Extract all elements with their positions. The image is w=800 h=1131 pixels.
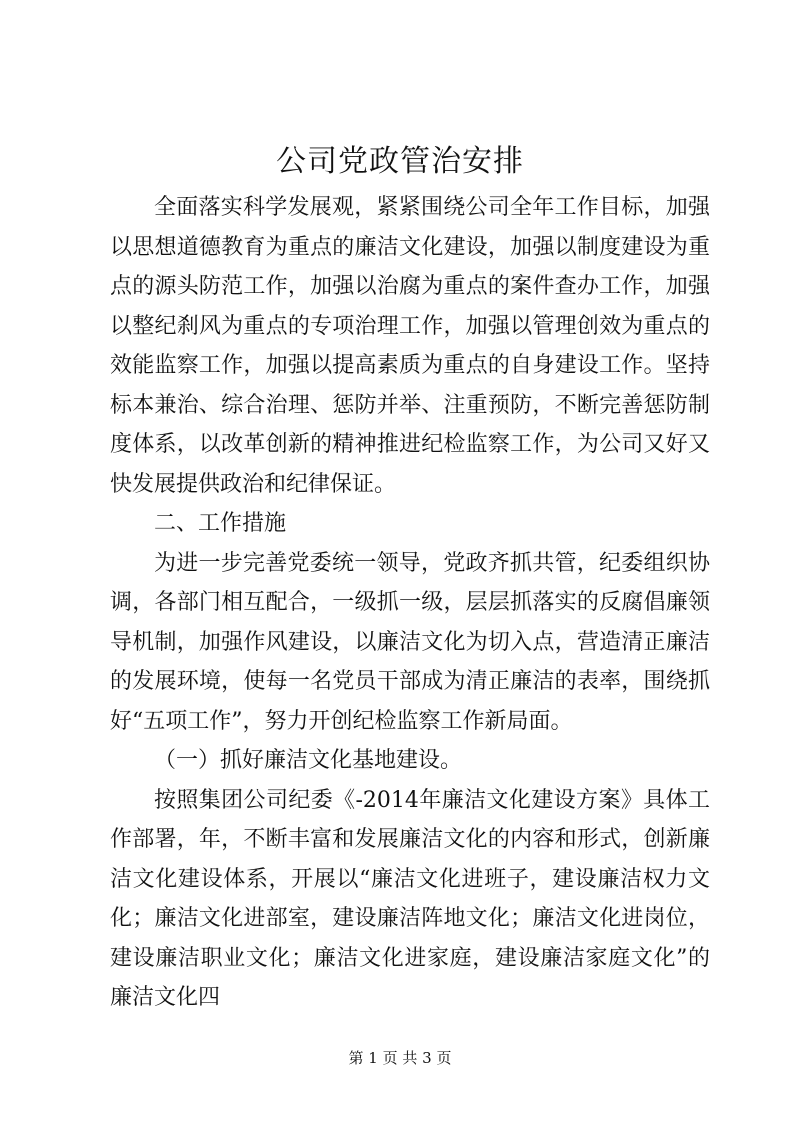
document-title: 公司党政管治安排 xyxy=(276,144,524,179)
paragraph-culture-plan: 按照集团公司纪委《-2014年廉洁文化建设方案》具体工作部署，年，不断丰富和发展廉洁文化的内容和形式，创新廉洁文化建设体系，开展以“廉洁文化进班子，建设廉洁权力文化；廉洁文化进部室，建设廉洁阵地文化；廉洁文化进岗位，建设廉洁职业文化；廉洁文化进家庭，建设廉洁家庭文化”的廉洁文化四 xyxy=(110,787,710,1010)
section-heading-work-measures: 二、工作措施 xyxy=(154,511,287,536)
paragraph-measures: 为进一步完善党委统一领导，党政齐抓共管，纪委组织协调，各部门相互配合，一级抓一级，层层抓落实的反腐倡廉领导机制，加强作风建设，以廉洁文化为切入点，营造清正廉洁的发展环境，使每一名党员干部成为清正廉洁的表率，围绕抓好“五项工作”，努力开创纪检监察工作新局面。 xyxy=(110,550,710,734)
subsection-heading-culture-base: （一）抓好廉洁文化基地建设。 xyxy=(154,748,463,773)
paragraph-intro: 全面落实科学发展观，紧紧围绕公司全年工作目标，加强以思想道德教育为重点的廉洁文化建设，加强以制度建设为重点的源头防范工作，加强以治腐为重点的案件查办工作，加强以整纪刹风为重点的专项治理工作，加强以管理创效为重点的效能监察工作，加强以提高素质为重点的自身建设工作。坚持标本兼治、综合治理、惩防并举、注重预防，不断完善惩防制度体系，以改革创新的精神推进纪检监察工作，为公司又好又快发展提供政治和纪律保证。 xyxy=(110,195,710,497)
document-body xyxy=(110,188,710,1018)
page-number-footer: 第 1 页 共 3 页 xyxy=(348,1049,452,1067)
